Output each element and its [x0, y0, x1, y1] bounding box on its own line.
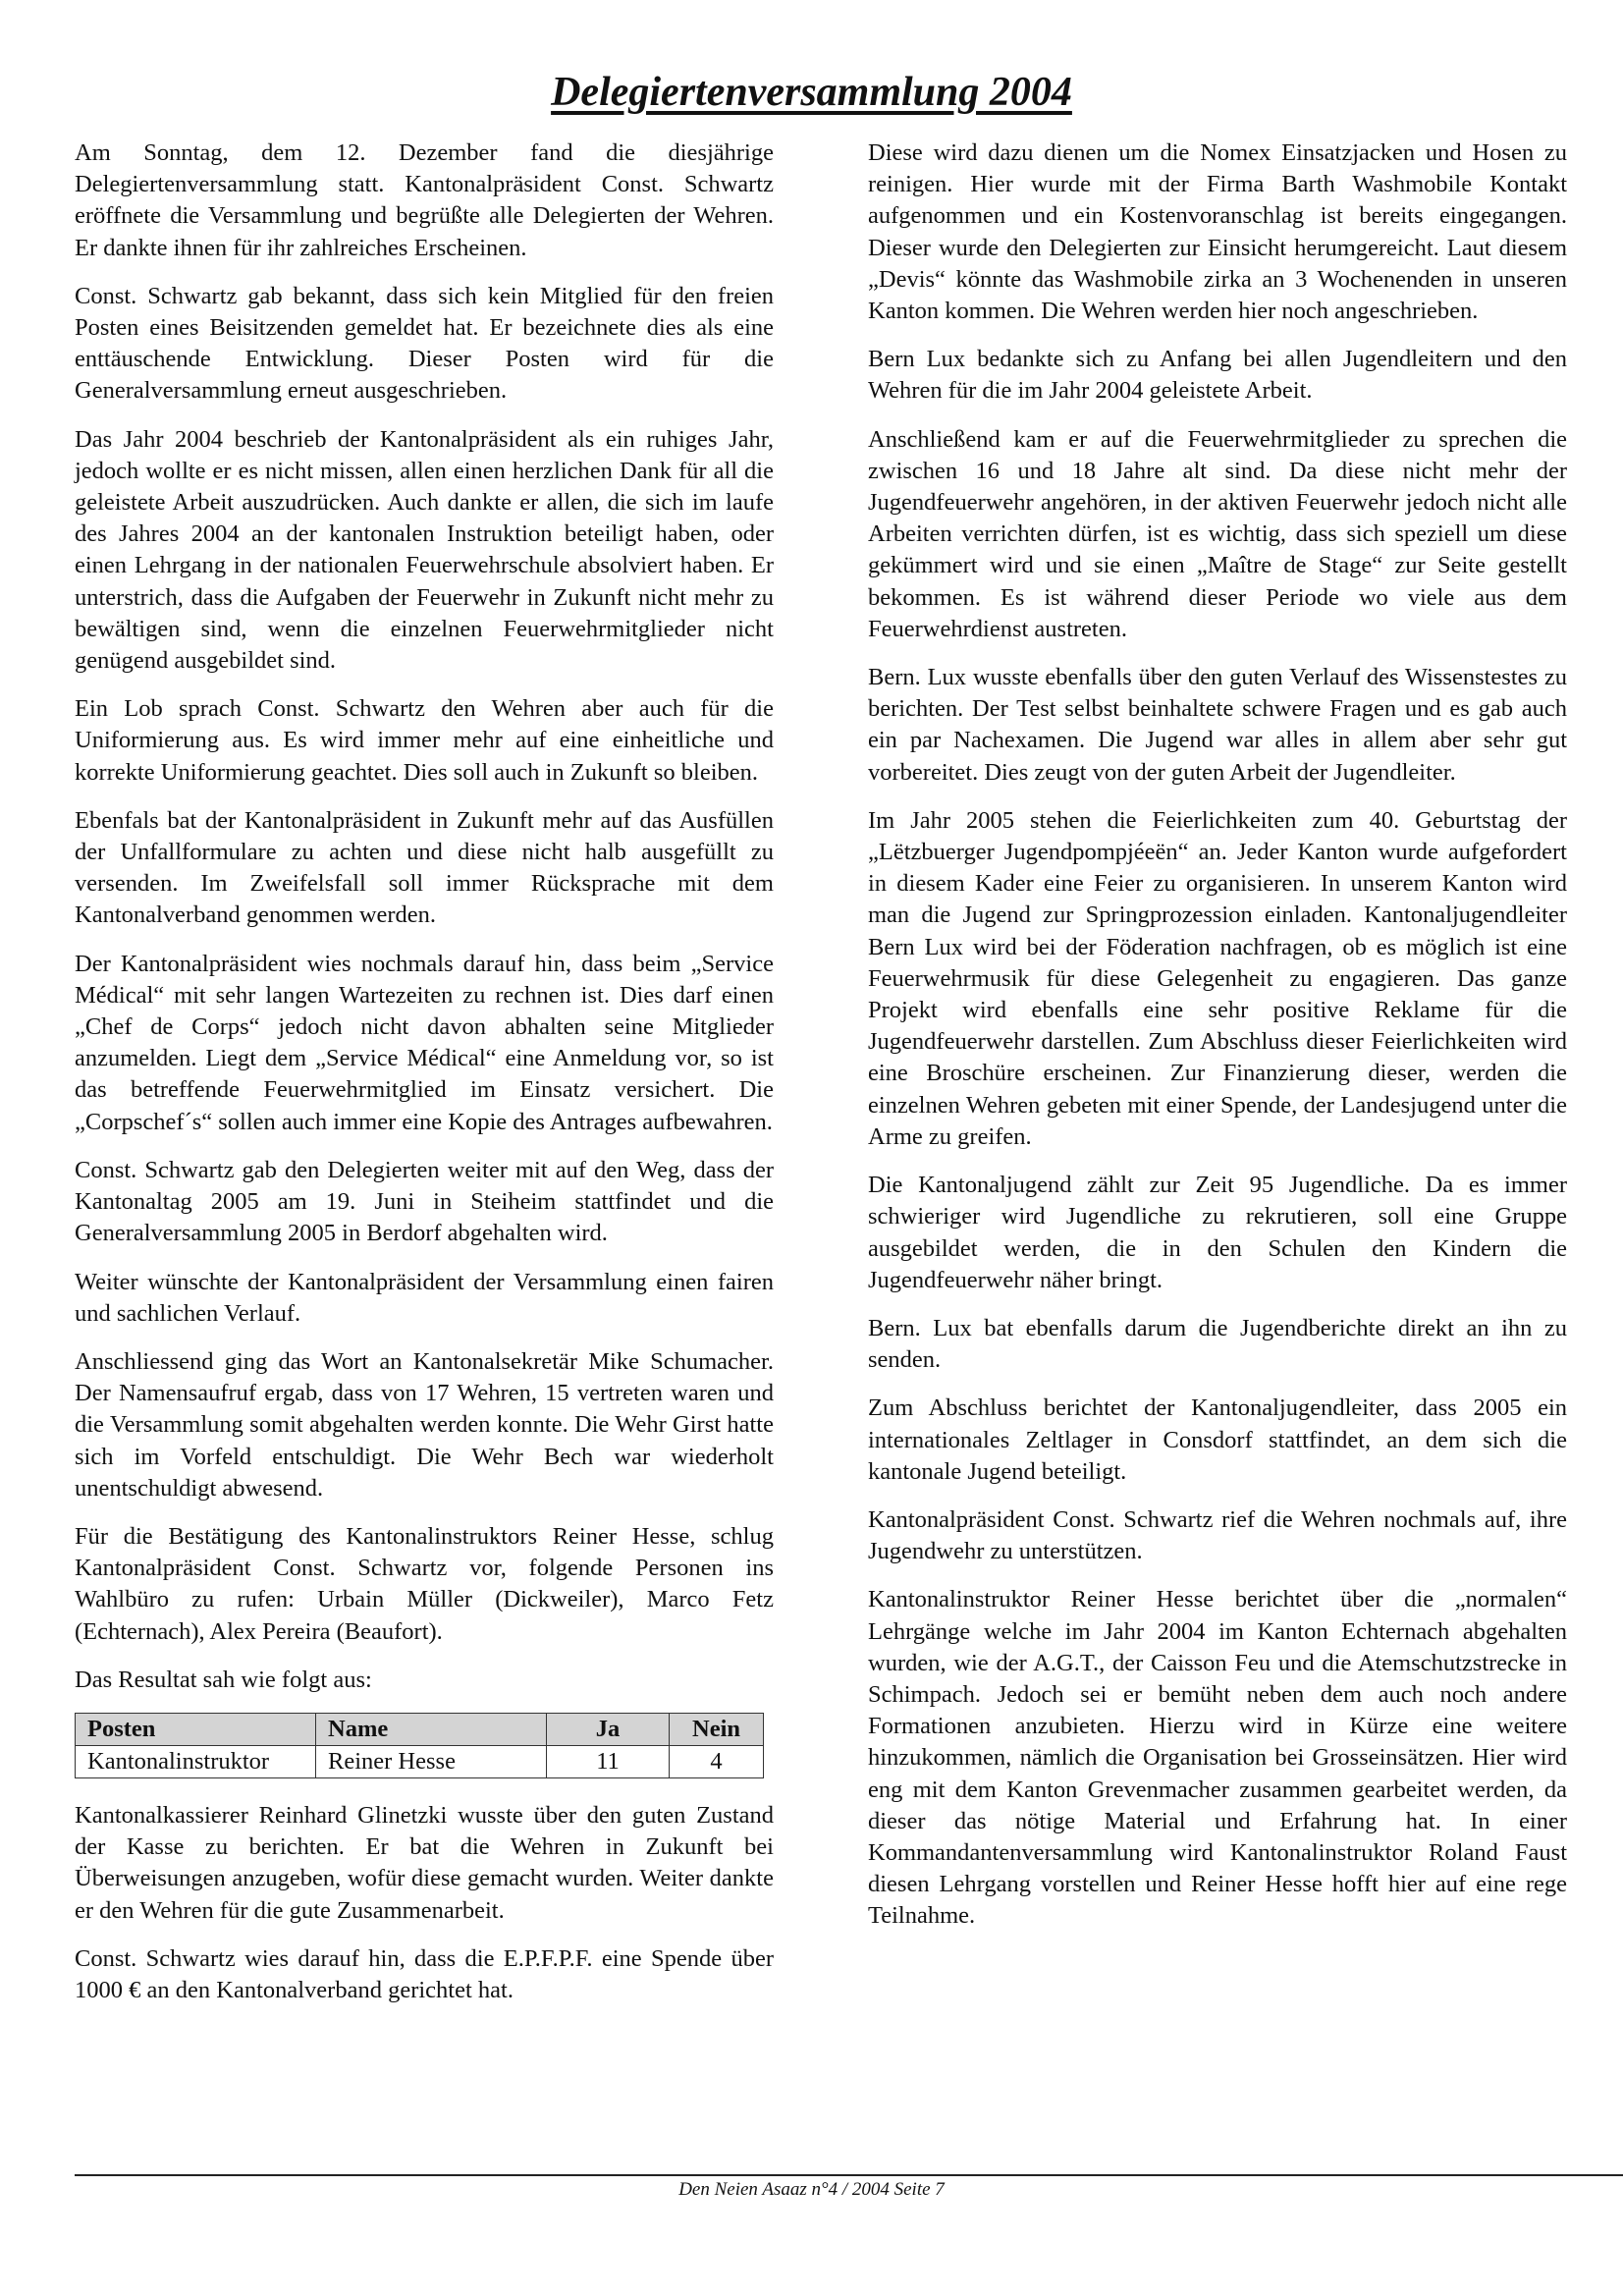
- paragraph: Kantonalinstruktor Reiner Hesse berichtet über die „normalen“ Lehrgänge welche im Jahr 2004 im Kanton Echternach abgehalten wurden, wie der A.G.T., der Caisson Feu und die Atemschutzstrecke in Schimpach. Jedoch sei er bemüht neben dem auch noch andere Formationen anzubieten. Hierzu wird in Kürze eine weitere hinzukommen, nämlich die Organisation bei Grosseinsätzen. Hier wird eng mit dem Kanton Grevenmacher zusammen gearbeitet werden, da dieser das nötige Material und Erfahrung hat. In einer Kommandantenversammlung wird Kantonalinstruktor Roland Faust diesen Lehrgang vorstellen und Reiner Hesse hofft hier auf eine rege Teilnahme.: [868, 1586, 1567, 1930]
- footer-divider: [75, 2174, 1623, 2176]
- paragraph: Bern Lux bedankte sich zu Anfang bei allen Jugendleitern und den Wehren für die im Jahr 2004 geleistete Arbeit.: [868, 346, 1567, 405]
- header-name: Name: [316, 1713, 547, 1745]
- paragraph: Kantonalpräsident Const. Schwartz rief die Wehren nochmals auf, ihre Jugendwehr zu unterstützen.: [868, 1505, 1567, 1565]
- header-nein: Nein: [670, 1713, 764, 1745]
- paragraph: Kantonalkassierer Reinhard Glinetzki wusste über den guten Zustand der Kasse zu berichten. Er bat die Wehren in Zukunft bei Überweisungen anzugeben, wofür diese gemacht wurden. Weiter dankte er den Wehren für die gute Zusammenarbeit.: [75, 1801, 774, 1924]
- paragraph: Am Sonntag, dem 12. Dezember fand die diesjährige Delegiertenversammlung statt. Kantonalpräsident Const. Schwartz eröffnete die Versammlung und begrüßte alle Delegierten der Wehren. Er dankte ihnen für ihr zahlreiches Erscheinen.: [75, 139, 774, 261]
- table-row: [76, 1745, 764, 1777]
- paragraph: Im Jahr 2005 stehen die Feierlichkeiten zum 40. Geburtstag der „Lëtzbuerger Jugendpompjéeën“ an. Jeder Kanton wurde aufgefordert in diesem Kader eine Feier zu organisieren. In unserem Kanton wird man die Jugend zur Springprozession einladen. Kantonaljugendleiter Bern Lux wird bei der Föderation nachfragen, ob es möglich ist eine Feuerwehrmusik für diese Gelegenheit zu engagieren. Das ganze Projekt wird ebenfalls eine sehr positive Reklame für die Jugendfeuerwehr darstellen. Zum Abschluss dieser Feierlichkeiten wird eine Broschüre erscheinen. Zur Finanzierung dieser, werden die einzelnen Wehren gebeten mit einer Spende, der Landesjugend unter die Arme zu greifen.: [868, 806, 1567, 1150]
- paragraph: Für die Bestätigung des Kantonalinstruktors Reiner Hesse, schlug Kantonalpräsident Const. Schwartz vor, folgende Personen ins Wahlbüro zu rufen: Urbain Müller (Dickweiler), Marco Fetz (Echternach), Alex Pereira (Beaufort).: [75, 1522, 774, 1645]
- paragraph: Zum Abschluss berichtet der Kantonaljugendleiter, dass 2005 ein internationales Zeltlager in Consdorf stattfindet, an dem sich die kantonale Jugend beteiligt.: [868, 1394, 1567, 1485]
- paragraph: Diese wird dazu dienen um die Nomex Einsatzjacken und Hosen zu reinigen. Hier wurde mit der Firma Barth Washmobile Kontakt aufgenommen und ein Kostenvoranschlag ist bereits eingegangen. Dieser wurde den Delegierten zur Einsicht herumgereicht. Laut diesem „Devis“ könnte das Washmobile zirka an 3 Wochenenden in unseren Kanton kommen. Die Wehren werden hier noch angeschrieben.: [868, 139, 1567, 325]
- paragraph: Ein Lob sprach Const. Schwartz den Wehren aber auch für die Uniformierung aus. Es wird immer mehr auf eine einheitliche und korrekte Uniformierung geachtet. Dies soll auch in Zukunft so bleiben.: [75, 695, 774, 786]
- cell-ja: 11: [547, 1745, 670, 1777]
- paragraph: Const. Schwartz wies darauf hin, dass die E.P.F.P.F. eine Spende über 1000 € an den Kantonalverband gerichtet hat.: [75, 1944, 774, 2003]
- paragraph: Das Jahr 2004 beschrieb der Kantonalpräsident als ein ruhiges Jahr, jedoch wollte er es nicht missen, allen einen herzlichen Dank für all die geleistete Arbeit auszudrücken. Auch dankte er allen, die sich im laufe des Jahres 2004 an der kantonalen Instruktion beteiligt haben, oder einen Lehrgang in der nationalen Feuerwehrschule absolviert haben. Er unterstrich, dass die Aufgaben der Feuerwehr in Zukunft nicht mehr zu bewältigen sind, wenn die einzelnen Feuerwehrmitglieder nicht genügend ausgebildet sind.: [75, 425, 774, 675]
- paragraph: Bern. Lux bat ebenfalls darum die Jugendberichte direkt an ihn zu senden.: [868, 1314, 1567, 1374]
- paragraph: Die Kantonaljugend zählt zur Zeit 95 Jugendliche. Da es immer schwieriger wird Jugendliche zu rekrutieren, soll eine Gruppe ausgebildet werden, die in den Schulen den Kindern die Jugendfeuerwehr näher bringt.: [868, 1172, 1567, 1293]
- page-footer: Den Neien Asaaz n°4 / 2004 Seite 7: [678, 2179, 945, 2200]
- page-title: Delegiertenversammlung 2004: [551, 70, 1072, 115]
- cell-nein: 4: [670, 1745, 764, 1777]
- left-column: [75, 137, 774, 2023]
- result-table: [75, 1713, 764, 1778]
- paragraph: Const. Schwartz gab bekannt, dass sich kein Mitglied für den freien Posten eines Beisitzenden gemeldet hat. Er bezeichnete dies als eine enttäuschende Entwicklung. Dieser Posten wird für die Generalversammlung erneut ausgeschrieben.: [75, 282, 774, 405]
- paragraph: Das Resultat sah wie folgt aus:: [75, 1666, 372, 1693]
- paragraph: Weiter wünschte der Kantonalpräsident der Versammlung einen fairen und sachlichen Verlauf.: [75, 1268, 774, 1327]
- header-ja: Ja: [547, 1713, 670, 1745]
- paragraph: Anschließend kam er auf die Feuerwehrmitglieder zu sprechen die zwischen 16 und 18 Jahre alt sind. Da diese nicht mehr der Jugendfeuerwehr angehören, in der aktiven Feuerwehr jedoch nicht alle Arbeiten verrichten dürfen, ist es wichtig, dass sich speziell um diese gekümmert wird und sie einen „Maître de Stage“ zur Seite gestellt bekommen. Es ist während dieser Periode wo viele aus dem Feuerwehrdienst austreten.: [868, 425, 1567, 642]
- table-header-row: [76, 1713, 764, 1745]
- right-column: [868, 137, 1567, 1949]
- paragraph: Der Kantonalpräsident wies nochmals darauf hin, dass beim „Service Médical“ mit sehr langen Wartezeiten zu rechnen ist. Dies darf einen „Chef de Corps“ jedoch nicht davon abhalten seine Mitglieder anzumelden. Liegt dem „Service Médical“ eine Anmeldung vor, so ist das betreffende Feuerwehrmitglied im Einsatz versichert. Die „Corpschef´s“ sollen auch immer eine Kopie des Antrages aufbewahren.: [75, 950, 774, 1135]
- cell-name: Reiner Hesse: [316, 1745, 547, 1777]
- cell-posten: Kantonalinstruktor: [76, 1745, 316, 1777]
- paragraph: Bern. Lux wusste ebenfalls über den guten Verlauf des Wissenstestes zu berichten. Der Test selbst beinhaltete schwere Fragen und es gab auch ein par Nachexamen. Die Jugend war alles in allem aber sehr gut vorbereitet. Dies zeugt von der guten Arbeit der Jugendleiter.: [868, 664, 1567, 786]
- paragraph: Anschliessend ging das Wort an Kantonalsekretär Mike Schumacher. Der Namensaufruf ergab, dass von 17 Wehren, 15 vertreten waren und die Versammlung somit abgehalten werden konnte. Die Wehr Girst hatte sich im Vorfeld entschuldigt. Die Wehr Bech war wiederholt unentschuldigt abwesend.: [75, 1347, 774, 1502]
- paragraph: Const. Schwartz gab den Delegierten weiter mit auf den Weg, dass der Kantonaltag 2005 am 19. Juni in Steiheim stattfindet und die Generalversammlung 2005 in Berdorf abgehalten wird.: [75, 1156, 774, 1247]
- header-posten: Posten: [76, 1713, 316, 1745]
- paragraph: Ebenfals bat der Kantonalpräsident in Zukunft mehr auf das Ausfüllen der Unfallformulare zu achten und diese nicht halb ausgefüllt zu versenden. Im Zweifelsfall soll immer Rücksprache mit dem Kantonalverband genommen werden.: [75, 806, 774, 929]
